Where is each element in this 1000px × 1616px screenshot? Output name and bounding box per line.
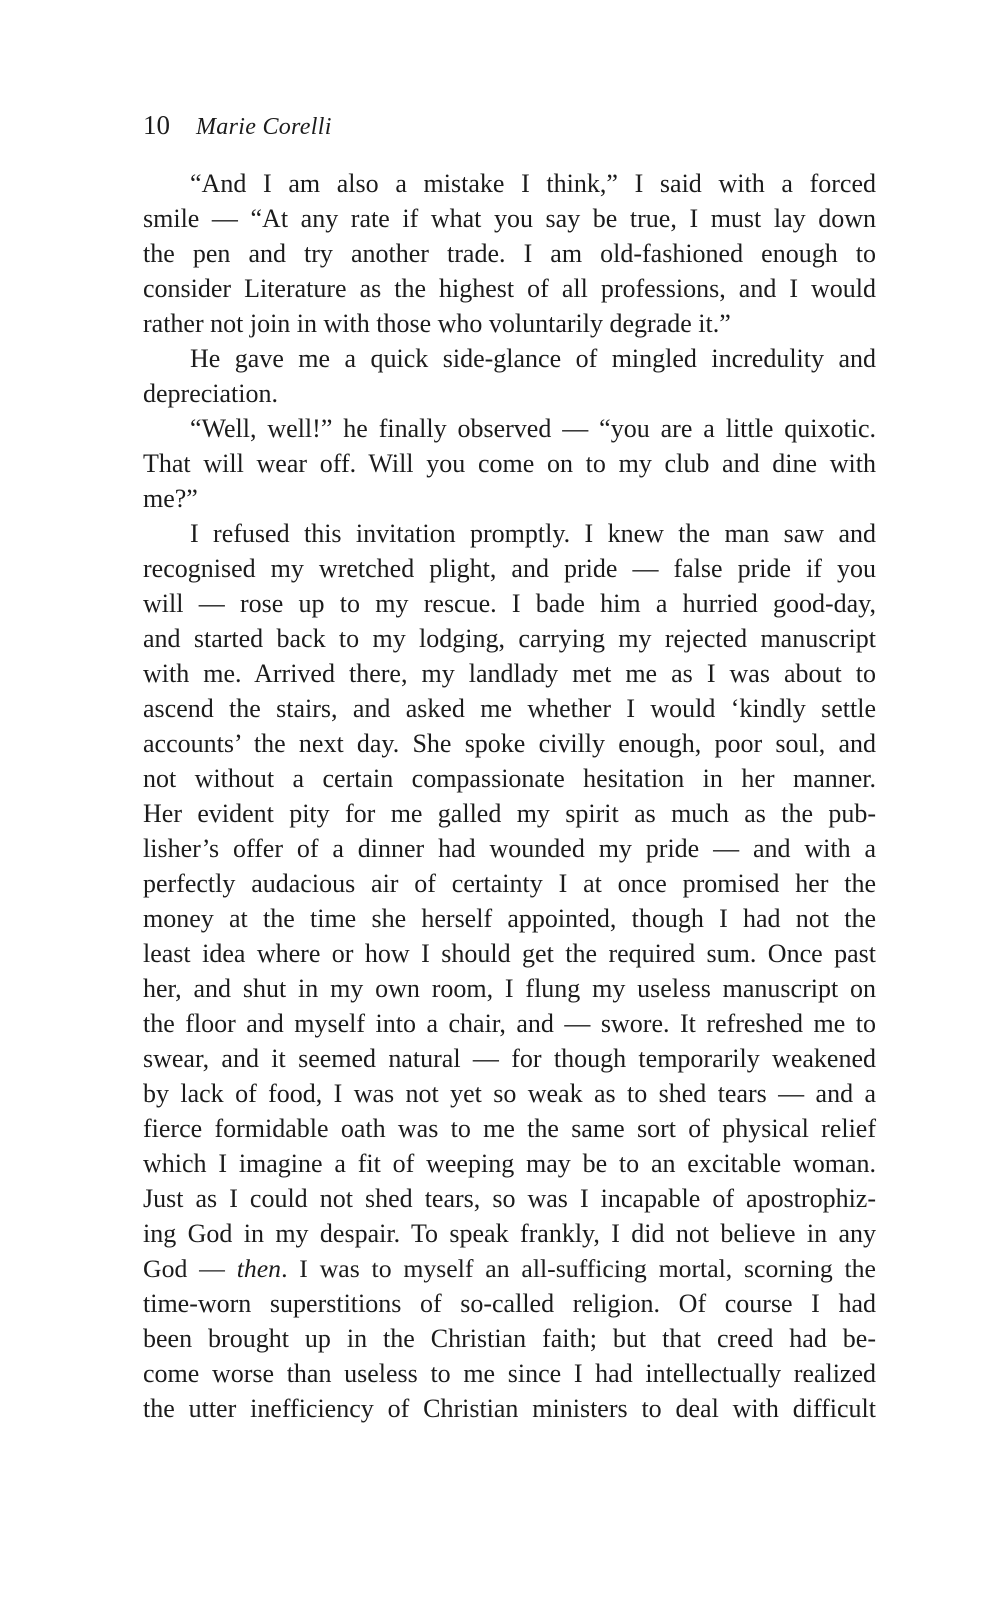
text-line-content: the utter inefficiency of Christian ministers to deal with difficult xyxy=(143,1394,876,1423)
text-line-content: the pen and try another trade. I am old-fashioned enough to xyxy=(143,239,876,268)
running-head-author: Marie Corelli xyxy=(196,114,332,140)
text-line xyxy=(143,586,876,621)
text-line-content: Her evident pity for me galled my spirit as much as the pub- xyxy=(143,799,876,828)
text-line xyxy=(143,481,876,516)
text-line xyxy=(143,1356,876,1391)
text-line xyxy=(143,691,876,726)
text-line xyxy=(143,1076,876,1111)
text-line xyxy=(143,446,876,481)
text-line xyxy=(143,831,876,866)
text-line-content: time-worn superstitions of so-called religion. Of course I had xyxy=(143,1289,876,1318)
text-line xyxy=(143,1321,876,1356)
text-line xyxy=(143,1111,876,1146)
running-head xyxy=(143,110,332,144)
text-line xyxy=(143,866,876,901)
text-line-content: and started back to my lodging, carrying my rejected manuscript xyxy=(143,624,876,653)
page-number: 10 xyxy=(143,110,170,140)
text-line-continuation: . I was to myself an all-sufficing mortal, scorning the xyxy=(281,1254,876,1283)
text-line xyxy=(143,1251,876,1286)
text-line-content: her, and shut in my own room, I flung my useless manuscript on xyxy=(143,974,876,1003)
text-line-content: swear, and it seemed natural — for though temporarily weakened xyxy=(143,1044,876,1073)
text-line-content: “Well, well!” he finally observed — “you are a little quixotic. xyxy=(190,414,876,443)
text-line xyxy=(143,1286,876,1321)
text-line-content: consider Literature as the highest of all professions, and I would xyxy=(143,274,876,303)
text-line xyxy=(143,201,876,236)
text-line xyxy=(143,1216,876,1251)
text-line-content: by lack of food, I was not yet so weak as to shed tears — and a xyxy=(143,1079,876,1108)
text-line-content: money at the time she herself appointed, though I had not the xyxy=(143,904,876,933)
text-line-content: lisher’s offer of a dinner had wounded my pride — and with a xyxy=(143,834,876,863)
text-line-content: That will wear off. Will you come on to my club and dine with xyxy=(143,449,876,478)
text-line-content: least idea where or how I should get the required sum. Once past xyxy=(143,939,876,968)
text-line-content: recognised my wretched plight, and pride — false pride if you xyxy=(143,554,876,583)
text-line xyxy=(143,1181,876,1216)
text-line-content: me?” xyxy=(143,484,198,513)
text-line xyxy=(143,796,876,831)
text-line xyxy=(143,516,876,551)
text-line-content: He gave me a quick side-glance of mingled incredulity and xyxy=(190,344,876,373)
text-line-content: been brought up in the Christian faith; but that creed had be- xyxy=(143,1324,876,1353)
text-line-content: come worse than useless to me since I had intellectually realized xyxy=(143,1359,876,1388)
text-line-content: I refused this invitation promptly. I knew the man saw and xyxy=(190,519,876,548)
text-line xyxy=(143,656,876,691)
text-line-content: Just as I could not shed tears, so was I incapable of apostrophiz- xyxy=(143,1184,876,1213)
text-line-content: will — rose up to my rescue. I bade him a hurried good-day, xyxy=(143,589,876,618)
emphasized-word: then xyxy=(236,1254,282,1283)
text-line xyxy=(143,1391,876,1426)
body-text xyxy=(143,166,876,1426)
text-line-content: accounts’ the next day. She spoke civilly enough, poor soul, and xyxy=(143,729,876,758)
text-line-content: “And I am also a mistake I think,” I said with a forced xyxy=(190,169,876,198)
text-line-content: not without a certain compassionate hesitation in her manner. xyxy=(143,764,876,793)
text-line xyxy=(143,341,876,376)
text-line xyxy=(143,726,876,761)
text-line-content: with me. Arrived there, my landlady met me as I was about to xyxy=(143,659,876,688)
text-line xyxy=(143,901,876,936)
text-line-content: ascend the stairs, and asked me whether I would ‘kindly settle xyxy=(143,694,876,723)
text-line-content: rather not join in with those who voluntarily degrade it.” xyxy=(143,309,731,338)
text-line xyxy=(143,376,876,411)
text-line xyxy=(143,271,876,306)
text-line-content: perfectly audacious air of certainty I at once promised her the xyxy=(143,869,876,898)
text-line-content: fierce formidable oath was to me the same sort of physical relief xyxy=(143,1114,876,1143)
text-line-content: smile — “At any rate if what you say be true, I must lay down xyxy=(143,204,876,233)
text-line-content: depreciation. xyxy=(143,379,278,408)
text-line xyxy=(143,306,876,341)
text-line xyxy=(143,551,876,586)
text-line xyxy=(143,1041,876,1076)
text-line xyxy=(143,166,876,201)
text-line xyxy=(143,971,876,1006)
text-line xyxy=(143,1146,876,1181)
text-line xyxy=(143,411,876,446)
text-line xyxy=(143,761,876,796)
text-line-content: which I imagine a fit of weeping may be to an excitable woman. xyxy=(143,1149,876,1178)
text-line xyxy=(143,236,876,271)
text-line xyxy=(143,936,876,971)
text-line xyxy=(143,621,876,656)
text-line xyxy=(143,1006,876,1041)
text-line-content: the floor and myself into a chair, and — swore. It refreshed me to xyxy=(143,1009,876,1038)
text-line-content: ing God in my despair. To speak frankly, I did not believe in any xyxy=(143,1219,876,1248)
text-line-content: God — xyxy=(143,1254,237,1283)
